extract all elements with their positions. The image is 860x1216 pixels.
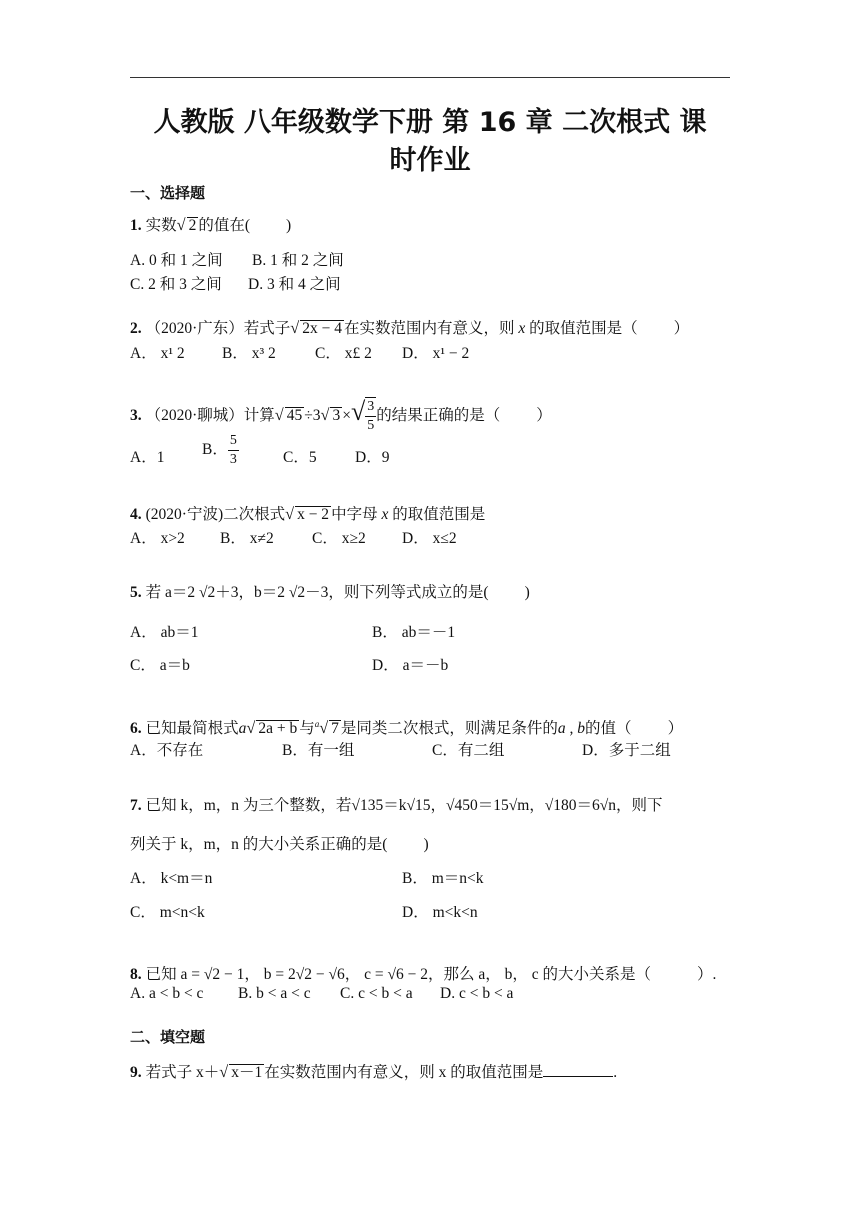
option-a: A. 0 和 1 之间 bbox=[130, 252, 223, 269]
option-a: A．1 bbox=[130, 449, 165, 466]
question-8: 8. 已知 a = √2 − 1， b = 2√2 − √6， c = √6 − 2，那么 a， b， c 的大小关系是（ ）. bbox=[130, 966, 717, 983]
option-a: A． x>2 bbox=[130, 530, 185, 547]
option-d: D． a＝－b bbox=[372, 657, 449, 674]
page-title-line1: 人教版 八年级数学下册 第 16 章 二次根式 课 bbox=[153, 107, 707, 138]
option-b: B． $\frac{5}{3}$ bbox=[202, 433, 237, 467]
question-7-line1: 7. 已知 k，m，n 为三个整数，若√135＝k√15，√450＝15√m，√180＝6√n，则下 bbox=[130, 797, 663, 814]
option-a: A． k<m＝n bbox=[130, 870, 213, 887]
question-6: 6. 已知最简根式a√ 2a + b 与$^a$√ 7 是同类二次根式，则满足条件的a , b的值（ ） bbox=[130, 718, 684, 737]
option-a: A． x¹ 2 bbox=[130, 345, 185, 362]
question-number: 1. bbox=[130, 217, 142, 234]
option-b: B． ab＝－1 bbox=[372, 624, 456, 641]
option-b: B． x³ 2 bbox=[222, 345, 276, 362]
option-b: B． m＝n<k bbox=[402, 870, 484, 887]
option-d: D． m<k<n bbox=[402, 904, 478, 921]
option-c: C. 2 和 3 之间 bbox=[130, 276, 222, 293]
option-c: C． x£ 2 bbox=[315, 345, 372, 362]
option-c: C． a＝b bbox=[130, 657, 190, 674]
option-c: C．5 bbox=[283, 449, 317, 466]
option-d: D．9 bbox=[355, 449, 390, 466]
page-title-line2: 时作业 bbox=[389, 145, 471, 176]
option-a: A． ab＝1 bbox=[130, 624, 199, 641]
option-b: B．有一组 bbox=[282, 742, 355, 759]
answer-blank bbox=[543, 1062, 613, 1077]
option-a: A．不存在 bbox=[130, 742, 204, 759]
question-9: 9. 若式子 x＋√ x－1 在实数范围内有意义，则 x 的取值范围是 . bbox=[130, 1063, 618, 1081]
question-7-line2: 列关于 k，m，n 的大小关系正确的是( ) bbox=[130, 836, 429, 853]
option-d: D． x≤2 bbox=[402, 530, 457, 547]
option-c: C． x≥2 bbox=[312, 530, 366, 547]
section-choice: 一、选择题 bbox=[130, 184, 206, 202]
radicand: 2 bbox=[188, 217, 197, 234]
section-fill-blank: 二、填空题 bbox=[130, 1028, 206, 1046]
option-d: D． x¹ − 2 bbox=[402, 345, 470, 362]
question-2: 2. （2020·广东）若式子√ 2x − 4 在实数范围内有意义，则 x 的取值范围是（ ） bbox=[130, 319, 690, 337]
question-4: 4. (2020·宁波)二次根式√ x − 2 中字母 x 的取值范围是 bbox=[130, 505, 486, 523]
option-c: C．有二组 bbox=[432, 742, 505, 759]
option-b: B． x≠2 bbox=[220, 530, 274, 547]
question-5: 5. 若 a＝2 √2＋3，b＝2 √2－3，则下列等式成立的是( ) bbox=[130, 584, 530, 601]
option-c: C． m<n<k bbox=[130, 904, 205, 921]
question-1: 1. 实数√ 2 的值在( ) bbox=[130, 216, 292, 234]
option-b: B. b < a < c bbox=[238, 985, 311, 1002]
option-d: D. c < b < a bbox=[440, 985, 514, 1002]
radicand: 2x − 4 bbox=[302, 320, 342, 337]
header-rule bbox=[130, 77, 730, 78]
option-d: D．多于二组 bbox=[582, 742, 671, 759]
question-3: 3. （2020·聊城）计算√ 45 ÷3√ 3 ×√ $\frac{3}{5}$ 的结果正确的是（ ） bbox=[130, 397, 552, 434]
option-d: D. 3 和 4 之间 bbox=[248, 276, 341, 293]
option-c: C. c < b < a bbox=[340, 985, 413, 1002]
option-a: A. a < b < c bbox=[130, 985, 204, 1002]
option-b: B. 1 和 2 之间 bbox=[252, 252, 344, 269]
